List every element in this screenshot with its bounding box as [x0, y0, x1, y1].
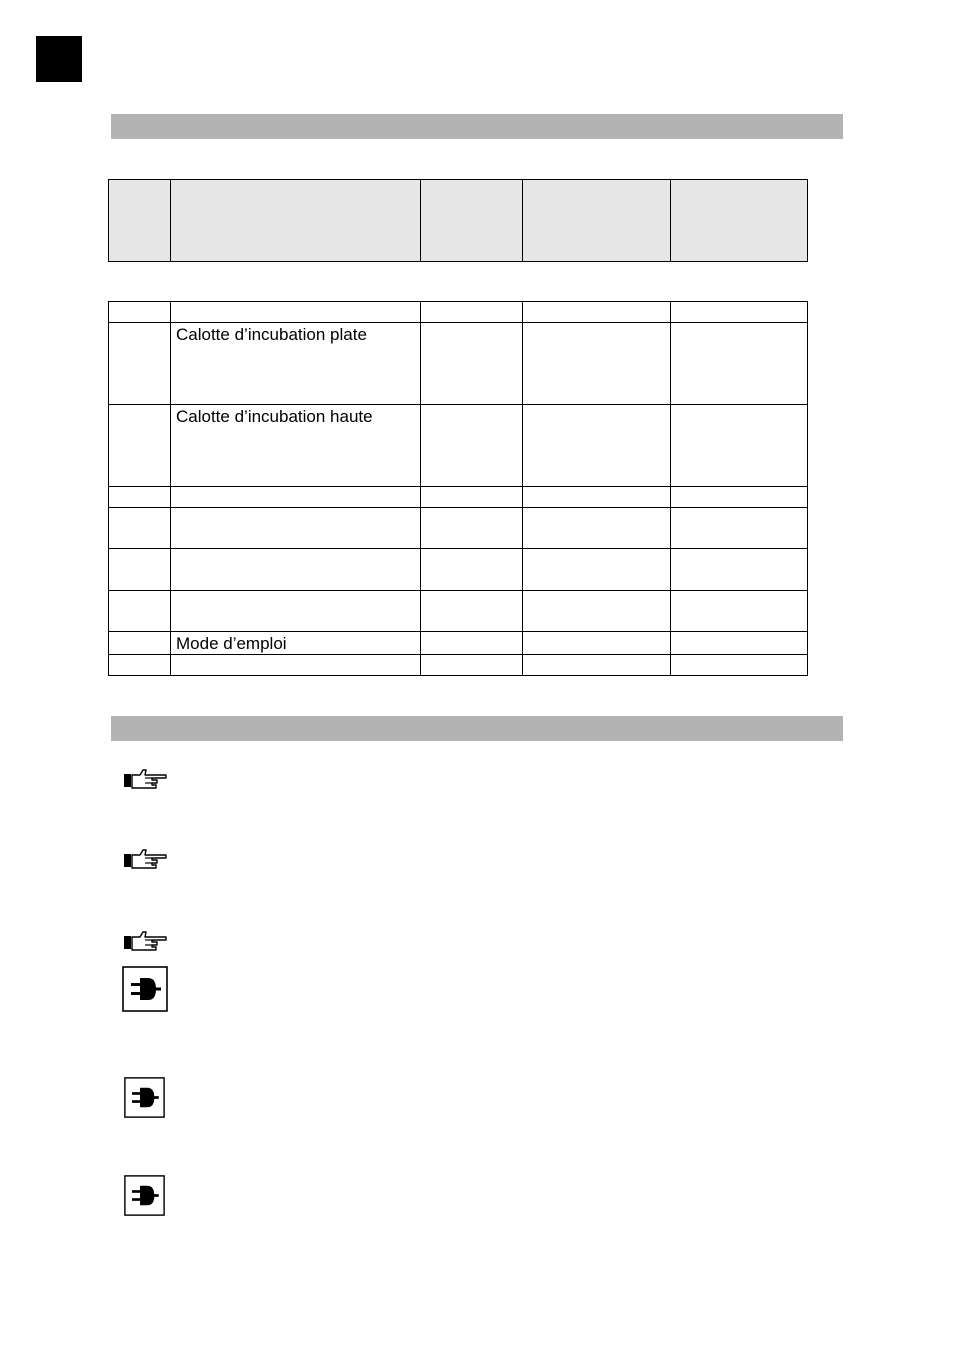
section-bar-1 [111, 114, 843, 139]
cell-text [671, 591, 807, 593]
table-row [109, 508, 808, 549]
cell-text [421, 487, 522, 489]
table-row [109, 487, 808, 508]
cell-text [523, 302, 670, 304]
cell-text [171, 591, 420, 593]
cell-text [523, 549, 670, 551]
cell-text [171, 508, 420, 510]
table-cell [523, 508, 671, 549]
header-cell-4 [523, 180, 671, 262]
table-cell [671, 549, 808, 591]
table-cell [671, 487, 808, 508]
table-cell [421, 655, 523, 676]
corner-marker [36, 36, 82, 82]
table-cell [523, 655, 671, 676]
table-cell [421, 487, 523, 508]
table-row [109, 405, 808, 487]
cell-text [109, 549, 170, 551]
cell-text [421, 655, 522, 657]
pointing-hand-icon [122, 767, 170, 791]
table-cell [523, 323, 671, 405]
cell-text [109, 655, 170, 657]
table-cell [109, 591, 171, 632]
cell-text [671, 405, 807, 407]
table-cell [171, 487, 421, 508]
power-plug-icon [124, 1077, 165, 1118]
cell-text: Calotte d’incubation plate [176, 325, 367, 344]
table-cell [671, 591, 808, 632]
table-cell [421, 632, 523, 655]
table-cell [171, 405, 421, 487]
header-cell-1 [109, 180, 171, 262]
cell-text [523, 655, 670, 657]
table-cell [109, 549, 171, 591]
cell-text [171, 302, 420, 304]
cell-text [523, 632, 670, 634]
table-cell [109, 655, 171, 676]
table-cell [109, 487, 171, 508]
cell-text [523, 591, 670, 593]
cell-text [421, 549, 522, 551]
table-cell [421, 591, 523, 632]
table-cell [523, 405, 671, 487]
cell-text [109, 405, 170, 407]
table-cell [671, 632, 808, 655]
cell-text [671, 632, 807, 634]
items-table [108, 301, 808, 676]
cell-text [523, 487, 670, 489]
table-cell [171, 549, 421, 591]
table-row [109, 302, 808, 323]
header-table [108, 179, 808, 262]
cell-text [171, 655, 420, 657]
table-cell [523, 591, 671, 632]
section-bar-2 [111, 716, 843, 741]
table-cell [421, 508, 523, 549]
cell-text [109, 632, 170, 634]
cell-text [671, 487, 807, 489]
header-row [109, 180, 808, 262]
table-row [109, 323, 808, 405]
cell-text [171, 487, 420, 489]
table-cell [109, 632, 171, 655]
table-row [109, 655, 808, 676]
header-cell-5 [671, 180, 808, 262]
table-cell [523, 549, 671, 591]
cell-text [671, 302, 807, 304]
table-cell [523, 302, 671, 323]
cell-text [109, 323, 170, 325]
table-row [109, 591, 808, 632]
table-row [109, 632, 808, 655]
table-cell [421, 549, 523, 591]
header-cell-3 [421, 180, 523, 262]
cell-text [171, 549, 420, 551]
table-cell [421, 302, 523, 323]
cell-text [523, 323, 670, 325]
cell-text [523, 405, 670, 407]
cell-text [671, 508, 807, 510]
cell-text [671, 655, 807, 657]
table-cell [523, 487, 671, 508]
cell-text [421, 632, 522, 634]
table-cell [171, 632, 421, 655]
table-cell [523, 632, 671, 655]
table-cell [671, 323, 808, 405]
cell-text [109, 487, 170, 489]
cell-text: Mode d’emploi [176, 634, 287, 653]
table-cell [109, 405, 171, 487]
cell-text [671, 323, 807, 325]
cell-text [671, 549, 807, 551]
table-cell [109, 323, 171, 405]
table-cell [109, 302, 171, 323]
power-plug-icon [124, 1175, 165, 1216]
table-cell [671, 302, 808, 323]
table-cell [421, 405, 523, 487]
pointing-hand-icon [122, 847, 170, 871]
table-cell [421, 323, 523, 405]
table-cell [171, 655, 421, 676]
cell-text [421, 302, 522, 304]
cell-text [421, 323, 522, 325]
table-cell [109, 508, 171, 549]
table-cell [671, 655, 808, 676]
cell-text [421, 591, 522, 593]
cell-text [109, 302, 170, 304]
table-row [109, 549, 808, 591]
cell-text [109, 591, 170, 593]
cell-text [109, 508, 170, 510]
cell-text [523, 508, 670, 510]
cell-text: Calotte d’incubation haute [176, 407, 373, 426]
table-cell [671, 508, 808, 549]
table-cell [171, 323, 421, 405]
cell-text [421, 405, 522, 407]
table-cell [171, 508, 421, 549]
table-cell [171, 591, 421, 632]
table-cell [171, 302, 421, 323]
header-cell-2 [171, 180, 421, 262]
power-plug-icon [122, 966, 168, 1012]
pointing-hand-icon [122, 929, 170, 953]
table-cell [671, 405, 808, 487]
cell-text [421, 508, 522, 510]
